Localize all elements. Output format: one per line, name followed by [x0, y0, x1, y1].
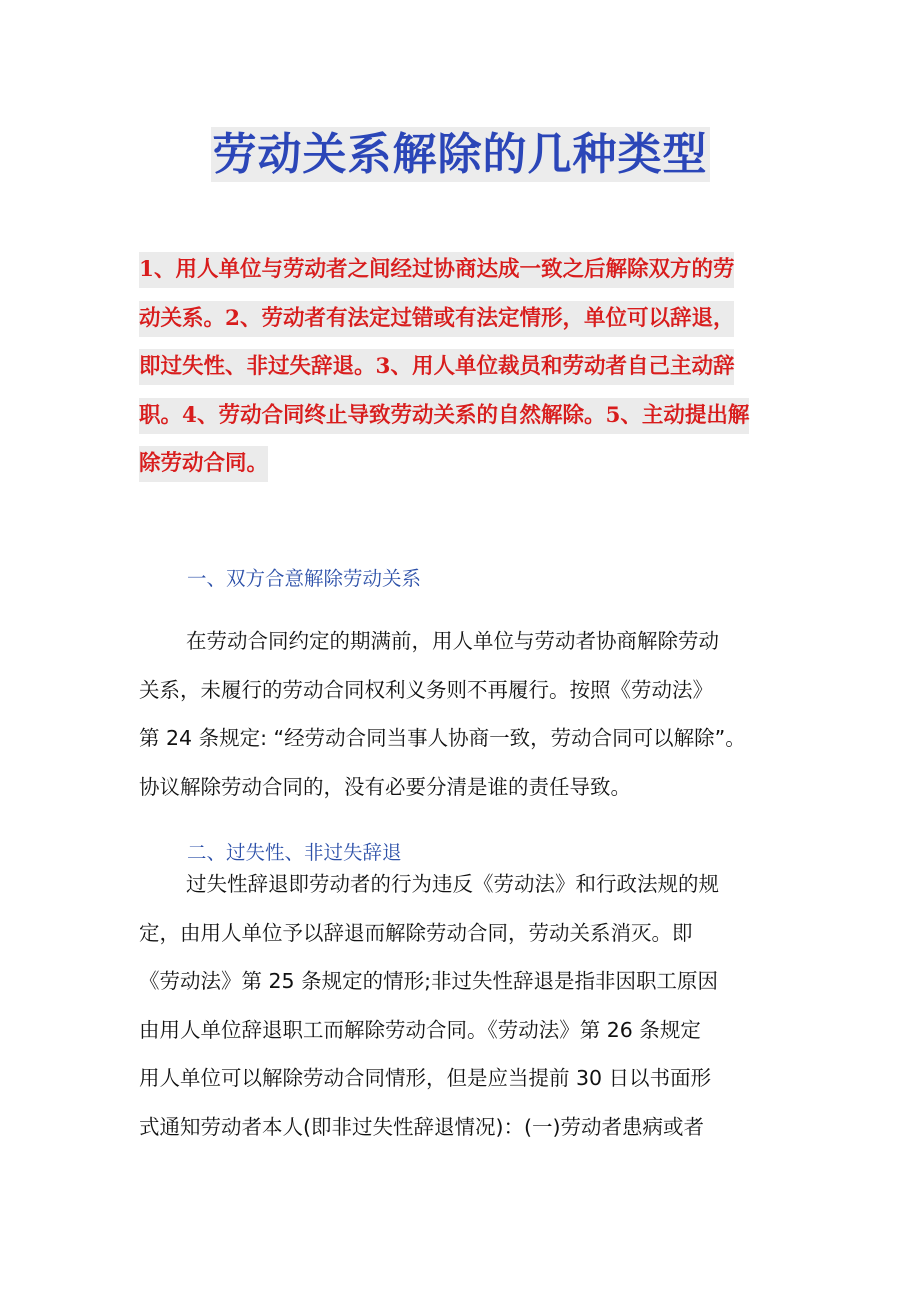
body-line: 在劳动合同约定的期满前，用人单位与劳动者协商解除劳动: [186, 629, 719, 653]
body-line: 第 24 条规定: “经劳动合同当事人协商一致，劳动合同可以解除”。: [139, 726, 746, 750]
summary-line: 动关系。2、劳动者有法定过错或有法定情形，单位可以辞退，: [139, 301, 734, 337]
body-line: 协议解除劳动合同的，没有必要分清是谁的责任导致。: [139, 774, 631, 799]
body-line: 《劳动法》第 25 条规定的情形;非过失性辞退是指非因职工原因: [139, 969, 719, 993]
section-heading: 一、双方合意解除劳动关系: [187, 567, 422, 590]
body-line: 式通知劳动者本人(即非过失性辞退情况)：(一)劳动者患病或者: [139, 1114, 704, 1139]
summary-line: 即过失性、非过失辞退。3、用人单位裁员和劳动者自己主动辞: [139, 349, 734, 385]
body-line: 用人单位可以解除劳动合同情形，但是应当提前 30 日以书面形: [139, 1066, 712, 1090]
body-line: 关系，未履行的劳动合同权利义务则不再履行。按照《劳动法》: [139, 677, 713, 702]
summary-line: 除劳动合同。: [139, 446, 268, 482]
summary-line: 1、用人单位与劳动者之间经过协商达成一致之后解除双方的劳: [139, 252, 734, 288]
body-line: 由用人单位辞退职工而解除劳动合同。《劳动法》第 26 条规定: [139, 1017, 701, 1042]
body-line: 过失性辞退即劳动者的行为违反《劳动法》和行政法规的规: [186, 872, 719, 896]
summary-paragraph: [139, 252, 799, 495]
document-title: [0, 118, 920, 182]
title-text: 劳动关系解除的几种类型: [212, 129, 708, 180]
body-line: 定，由用人单位予以辞退而解除劳动合同，劳动关系消灭。即: [139, 920, 693, 945]
section-body: [139, 626, 789, 820]
section-body: [139, 869, 789, 1160]
section-heading: 二、过失性、非过失辞退: [187, 841, 402, 864]
summary-line: 职。4、劳动合同终止导致劳动关系的自然解除。5、主动提出解: [139, 398, 749, 434]
